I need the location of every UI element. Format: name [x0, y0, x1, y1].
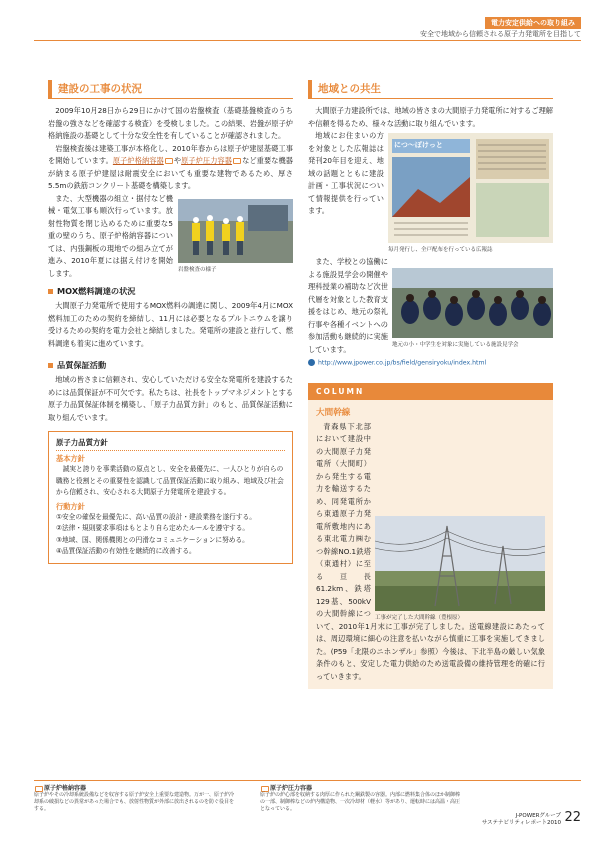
pr-magazine-figure: [388, 130, 553, 253]
community-para-3: また、学校との協働による施設見学会の開催や理科授業の補助など次世代層を対象とした教育支援をはじめ、地元の祭礼行事や各種イベントへの参加活動も継続的に実施しています。: [308, 257, 388, 354]
column-content: [316, 421, 545, 684]
policy-title: 原子力品質方針: [56, 437, 285, 451]
column-body: [308, 400, 553, 690]
power-line-figure: [375, 516, 545, 621]
basic-policy-text: 誠実と誇りを事業活動の原点とし、安全を最優先に、一人ひとりが自らの職務と役割とその重要性を認識して品質保証活動に取り組み、地域及び社会から信頼され、安心される大間原子力発電所を建設する。: [56, 465, 284, 496]
community-title: 地域との共生: [308, 80, 553, 99]
qa-title: 品質保証活動: [48, 360, 293, 371]
action-item: ①安全の確保を最優先に、高い品質の設計・建設業務を遂行する。: [56, 512, 256, 521]
column-box: [308, 383, 553, 690]
mox-title: MOX燃料調達の状況: [48, 286, 293, 297]
footer-rule: [34, 780, 581, 784]
community-para-3-with-photo: [308, 256, 553, 356]
link-pressure-vessel[interactable]: 原子炉圧力容器: [181, 156, 233, 165]
community-para-2: 地域にお住まいの方を対象とした広報誌は発刊20年目を迎え、地域の話題とともに建設計画・工事状況について情報提供を行っています。: [308, 131, 384, 215]
pr-magazine-image: [388, 133, 553, 243]
community-para-2-with-figure: [308, 130, 553, 253]
rock-inspection-photo: [178, 199, 293, 263]
construction-para-1: 2009年10月28日から29日にかけて国の岩盤検査（基礎基盤検査のうち岩盤の強さなどを確認する検査）を受検しました。この結果、岩盤が原子炉格納施設の基礎として十分な安全性を有していることが確認されました。: [48, 106, 293, 140]
basic-policy-heading: 基本方針: [56, 454, 85, 463]
website-link[interactable]: http://www.jpower.co.jp/bs/field/gensiryoku/index.html: [308, 359, 553, 367]
section-category: 電力安定供給への取り組み: [485, 17, 581, 29]
header-rule: [34, 40, 581, 41]
action-item: ②法律・規則要求事項はもとより自ら定めたルールを遵守する。: [56, 524, 250, 532]
power-line-caption: 工事が完了した大間幹線（豊根原）: [375, 614, 464, 621]
footnote-title: 原子炉圧力容器: [260, 785, 460, 792]
right-column: [308, 80, 553, 689]
facility-tour-caption: 地元の小・中学生を対象に実施している施設見学会: [392, 342, 519, 348]
community-para-1: 大間原子力建設所では、地域の皆さまの大間原子力発電所に対するご理解や信頼を得るため、様々な活動に取り組んでいます。: [308, 106, 553, 128]
square-bullet-icon: [48, 363, 53, 368]
action-item: ④品質保証活動の有効性を継続的に改善する。: [56, 547, 196, 555]
square-bullet-icon: [48, 289, 53, 294]
link-containment-vessel[interactable]: 原子炉格納容器: [112, 156, 164, 165]
action-policy-heading: 行動方針: [56, 501, 85, 511]
action-item: ③地域、国、関係機関との円滑なコミュニケーションに努める。: [56, 535, 249, 544]
page-number: 22: [564, 810, 581, 825]
rock-inspection-caption: 岩盤検査の様子: [178, 266, 217, 273]
action-policy-list: [56, 512, 285, 558]
column-para: 青森県下北部において建設中の大間原子力発電所（大間町）から発生する電力を輸送するため、同発電所から東通原子力発電所敷地内にある東北電力㈱むつ幹線NO.1鉄塔（東通村）に至る亘長61.2km、鉄塔129基、500kVの大間幹線について、2010年1月末に工事が完了しました。送電線建設にあたっては、周辺環境に細心の注意を払いながら慎重に工事を実施してきました。(P59「北限のニホンザル」参照）今後は、下北半島の厳しい気象条件のもと、安定した電力供給のため送電設備の維持管理を的確に行っていきます。: [316, 421, 545, 681]
footnote-text: 原子炉の炉心部を収納する肉厚に作られた鋼鉄製の容器。内部に燃料集合体のほか制御棒の一部、制御棒などの炉内構造物、一次冷却材（軽水）等があり、運転時には高温・高圧となっている。: [260, 792, 461, 812]
footnote-title: 原子炉格納容器: [34, 785, 234, 792]
column-title: 大間幹線: [316, 407, 351, 418]
page-header: [0, 0, 595, 40]
mox-para: 大間原子力発電所で使用するMOX燃料の調達に関し、2009年4月にMOX燃料加工のための契約を締結し、11月には必要となるプルトニウムを譲り受けるための契約を電力会社と締結しました。発電所の建設と並行して、燃料調達も着実に進めています。: [48, 301, 293, 348]
facility-tour-photo: [392, 268, 553, 338]
qa-para: 地域の皆さまに信頼され、安心していただける安全な発電所を建設するためには品質保証が不可欠です。私たちは、社長をトップマネジメントとする原子力品質保証体制を構築し、「原子力品質方針」のもと、品質保証活動に取り組んでいます。: [48, 375, 293, 422]
pr-magazine-logo: につ～ぽけっと: [394, 141, 443, 149]
rock-inspection-figure: [178, 193, 293, 281]
glossary-icon: [35, 786, 43, 792]
footnote-text: 原子炉やその冷却系統設備などを収容する原子炉安全上重要な建造物。万が一、原子炉冷却系の破損などの異常があった場合でも、放射性物質が外部に放出されるのを防ぐ役目をする。: [34, 792, 235, 812]
construction-title: 建設の工事の状況: [48, 80, 293, 99]
left-column: [48, 80, 293, 564]
facility-tour-figure: [392, 256, 553, 356]
power-line-photo: [375, 516, 545, 611]
glossary-icon: [165, 158, 173, 164]
construction-para-3-with-photo: [48, 193, 293, 281]
section-subtitle: 安全で地域から信頼される原子力発電所を目指して: [420, 30, 581, 38]
report-brand: J-POWERグループ サステナビリティレポート2010: [481, 813, 561, 826]
construction-para-2: 岩盤検査後は建築工事が本格化し、2010年春からは原子炉建屋基礎工事を開始しています。原子炉格納容器 や原子炉圧力容器 など重要な機器が納まる原子炉建屋は耐震安全においても重要な建物であるため、厚さ5.5mの鉄筋コンクリート基礎を構築します。: [48, 143, 293, 190]
glossary-icon: [261, 786, 269, 792]
glossary-icon: [233, 158, 241, 164]
pr-magazine-caption: 毎月発行し、全戸配布を行っている広報誌: [388, 247, 493, 253]
construction-para-3: また、大型機器の組立・据付など機械・電気工事も順次行っています。放射性物質を閉じ込めるために重要な5重の壁のうち、原子炉格納容器については、内張鋼板の現地での組み立てが進み、2010年夏には据え付けを開始します。: [48, 193, 173, 278]
footnote-pressure-vessel: [260, 785, 460, 813]
globe-icon: [308, 359, 315, 366]
quality-policy-box: [48, 431, 293, 564]
column-label: COLUMN: [308, 383, 553, 400]
footnote-containment-vessel: [34, 785, 234, 813]
